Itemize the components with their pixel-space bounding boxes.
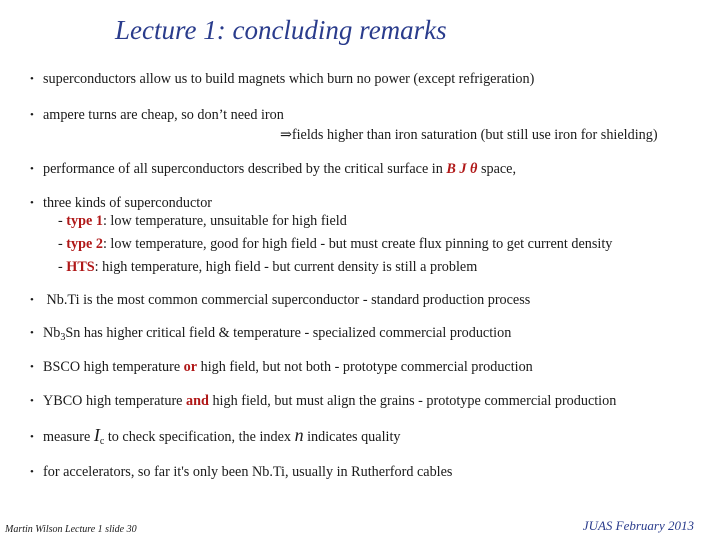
bullet-critical-surface — [30, 160, 516, 178]
bullet-dot: • — [30, 163, 34, 175]
ic-subscript: c — [99, 436, 105, 447]
type-1-text: : low temperature, unsuitable for high field — [102, 213, 347, 229]
footer-author: Martin Wilson Lecture 1 slide 30 — [5, 524, 137, 535]
bullet-text-post: high field, but must align the grains - prototype commercial production — [208, 393, 617, 409]
hts-text: : high temperature, high field - but current density is still a problem — [94, 259, 478, 275]
n-index-symbol: n — [294, 425, 304, 445]
bullet-text-rest: Sn has higher critical field & temperature - specialized commercial production — [65, 325, 512, 341]
hts-label: HTS — [66, 259, 95, 275]
bullet-text-pre: YBCO high temperature — [43, 393, 187, 409]
bullet-ybco — [30, 392, 616, 410]
ic-symbol: I — [93, 425, 100, 445]
bullet-text: performance of all superconductors described by the critical surface in — [43, 161, 443, 177]
or-emphasis: or — [183, 359, 198, 375]
bullet-text: for accelerators, so far it's only been Nb.Ti, usually in Rutherford cables — [43, 464, 453, 480]
bullet-text-post: indicates quality — [303, 429, 401, 445]
bullet-text-post: high field, but not both - prototype commercial production — [197, 359, 533, 375]
type-2-text: : low temperature, good for high field - but must create flux pinning to get current density — [102, 236, 613, 252]
hts-line — [58, 258, 477, 276]
bjtheta-symbol: B J θ — [446, 161, 478, 177]
bullet-dot: • — [30, 294, 34, 306]
bullet-accelerators — [30, 463, 452, 481]
type-2-line — [58, 235, 612, 253]
dash: - — [58, 236, 67, 252]
type-1-line — [58, 212, 347, 230]
bullet-dot: • — [30, 431, 34, 443]
bullet-three-kinds — [30, 194, 212, 212]
bullet-text-end: space, — [480, 161, 517, 177]
slide-title: Lecture 1: concluding remarks — [115, 15, 447, 45]
type-2-label: type 2 — [66, 236, 103, 252]
bullet-dot: • — [30, 395, 34, 407]
bullet-text-pre: measure — [43, 429, 94, 445]
bullet-text: Nb.Ti is the most common commercial superconductor - standard production process — [43, 292, 531, 308]
bullet-dot: • — [30, 327, 34, 339]
bullet-text-mid: to check specification, the index — [104, 429, 295, 445]
bullet-dot: • — [30, 466, 34, 478]
bullet-dot: • — [30, 73, 34, 85]
bullet-nb3sn — [30, 324, 511, 347]
bullet-dot: • — [30, 197, 34, 209]
implies-arrow-icon: ⇒ — [280, 127, 292, 143]
bullet-nbti — [30, 291, 530, 309]
bullet-dot: • — [30, 361, 34, 373]
bullet-bsco — [30, 358, 533, 376]
subscript-3: 3 — [60, 332, 66, 343]
bullet-text: superconductors allow us to build magnets which burn no power (except refrigeration) — [43, 71, 535, 87]
sub-text: fields higher than iron saturation (but still use iron for shielding) — [291, 127, 658, 143]
bullet-dot: • — [30, 109, 34, 121]
bullet-text-pre: BSCO high temperature — [43, 359, 184, 375]
bullet-text: ampere turns are cheap, so don’t need iron — [43, 107, 284, 123]
dash: - — [58, 259, 67, 275]
bullet-measure-ic — [30, 426, 401, 451]
bullet-ampere-turns-sub — [280, 126, 658, 144]
and-emphasis: and — [186, 393, 209, 409]
bullet-superconductors — [30, 70, 534, 88]
bullet-text: three kinds of superconductor — [43, 195, 213, 211]
dash: - — [58, 213, 67, 229]
type-1-label: type 1 — [66, 213, 103, 229]
bullet-ampere-turns — [30, 106, 284, 124]
footer-event: JUAS February 2013 — [582, 518, 694, 533]
bullet-text-nb: Nb — [43, 325, 61, 341]
